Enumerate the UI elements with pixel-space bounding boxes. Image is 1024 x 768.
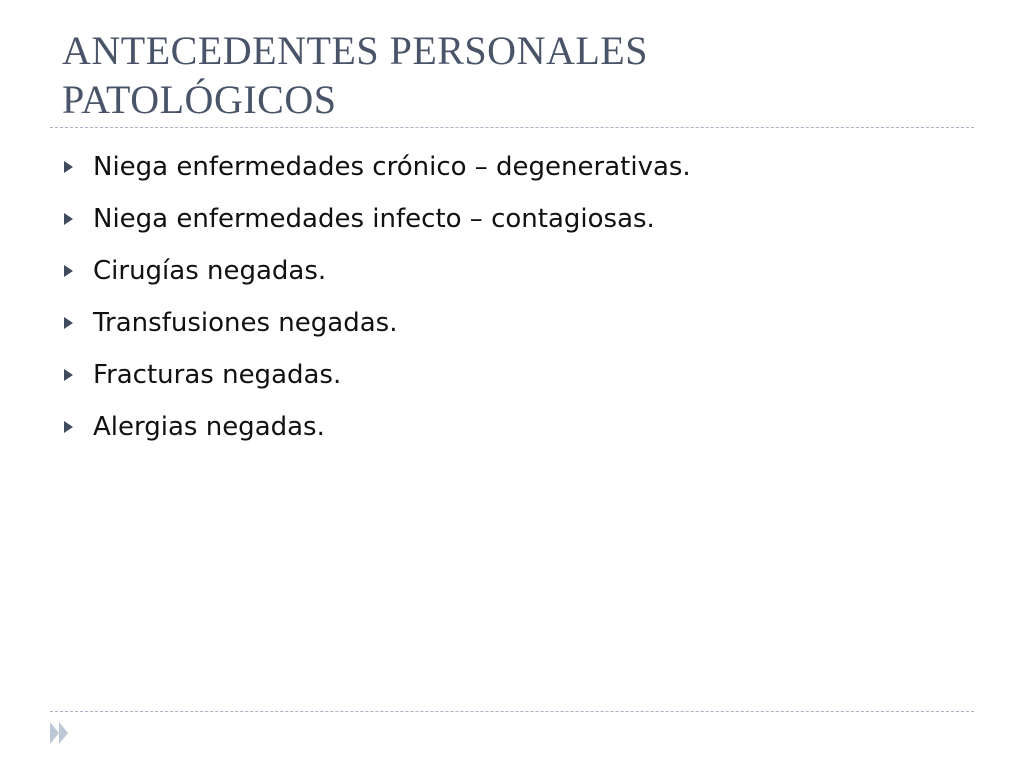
list-item (62, 141, 691, 193)
title-divider (50, 127, 974, 128)
list-item (62, 297, 691, 349)
triangle-right-icon (64, 317, 73, 329)
triangle-right-icon (64, 369, 73, 381)
bullet-text: Cirugías negadas. (93, 256, 327, 286)
triangle-right-icon (64, 265, 73, 277)
triangle-right-icon (64, 213, 73, 225)
double-chevron-right-icon (50, 722, 70, 744)
list-item (62, 193, 691, 245)
bullet-text: Niega enfermedades crónico – degenerativas. (93, 152, 691, 182)
slide-title (62, 26, 962, 124)
list-item (62, 349, 691, 401)
bullet-text: Transfusiones negadas. (93, 308, 398, 338)
slide-title-line-2: PATOLÓGICOS (62, 77, 337, 122)
list-item (62, 401, 691, 453)
bullet-text: Alergias negadas. (93, 412, 325, 442)
list-item (62, 245, 691, 297)
bullet-text: Niega enfermedades infecto – contagiosas. (93, 204, 655, 234)
triangle-right-icon (64, 421, 73, 433)
footer-divider (50, 711, 974, 712)
triangle-right-icon (64, 161, 73, 173)
bullet-list (62, 141, 691, 453)
bullet-text: Fracturas negadas. (93, 360, 342, 390)
slide-title-line-1: ANTECEDENTES PERSONALES (62, 28, 648, 73)
